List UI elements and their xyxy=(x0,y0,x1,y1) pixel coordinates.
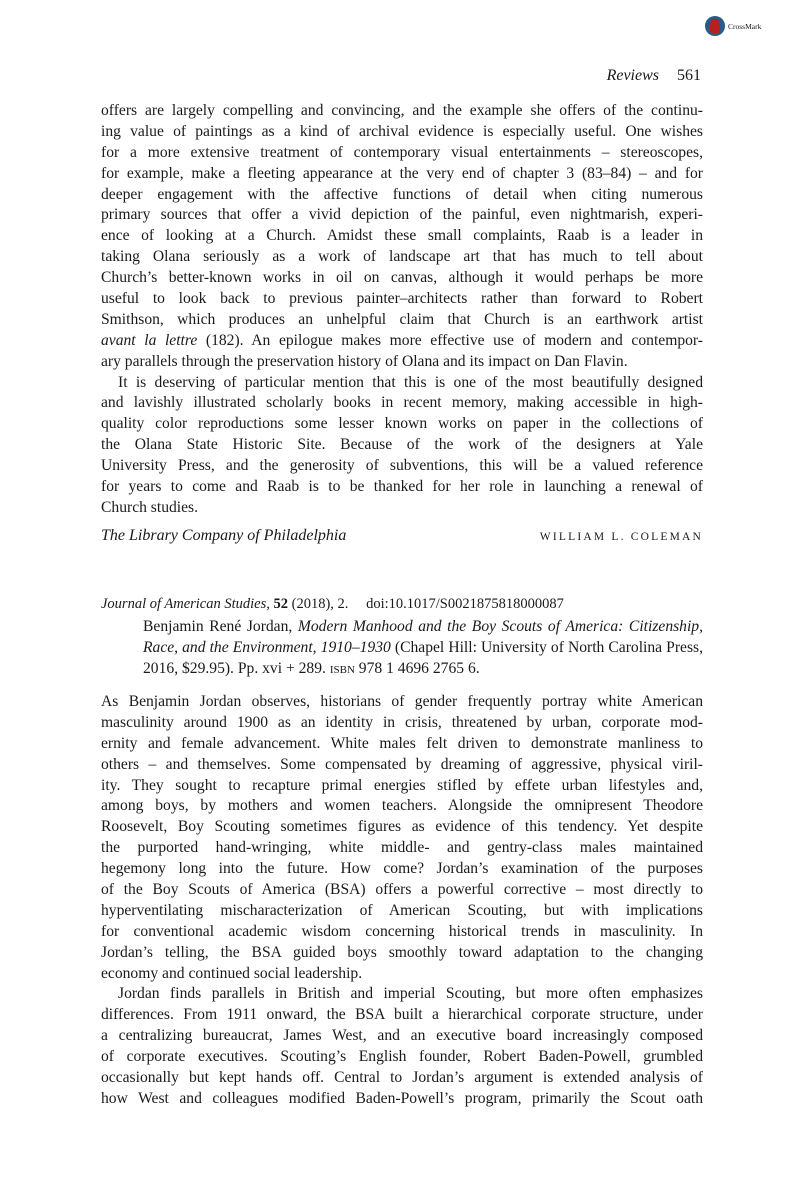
text-segment: Roosevelt, Boy Scouting sometimes figures as evidence of this tendency. Yet despite xyxy=(101,818,703,836)
text-segment: of corporate executives. Scouting’s English founder, Robert Baden-Powell, grumbled xyxy=(101,1048,703,1066)
text-segment: ary parallels through the preservation history of Olana and its impact on Dan Flavin. xyxy=(101,352,628,370)
text-line xyxy=(101,859,703,880)
journal-issue: (2018), 2. xyxy=(291,596,349,612)
text-line xyxy=(101,776,703,797)
text-segment: Smithson, which produces an unhelpful claim that Church is an earthwork artist xyxy=(101,310,703,328)
text-segment: ence of looking at a Church. Amidst these small complaints, Raab is a leader in xyxy=(101,227,703,245)
text-line xyxy=(101,943,703,964)
text-segment: Church studies. xyxy=(101,498,199,516)
book-author: Benjamin René Jordan, xyxy=(143,618,298,635)
text-segment: University Press, and the generosity of subventions, this will be a valued reference xyxy=(101,457,703,475)
text-line xyxy=(101,393,703,414)
text-segment: for example, make a fleeting appearance at the very end of chapter 3 (83–84) – and for xyxy=(101,164,703,182)
text-segment: ernity and female advancement. White males felt driven to demonstrate manliness to xyxy=(101,734,703,752)
italic-text: avant la lettre xyxy=(101,331,198,349)
text-segment: useful to look back to previous painter–architects rather than forward to Robert xyxy=(101,290,703,308)
doi-link[interactable]: doi:10.1017/S0021875818000087 xyxy=(366,596,564,612)
text-line xyxy=(101,373,703,394)
text-segment: economy and continued social leadership. xyxy=(101,964,363,982)
text-line xyxy=(101,435,703,456)
text-line xyxy=(101,1047,703,1068)
text-line xyxy=(101,1089,703,1110)
text-segment: masculinity around 1900 as an identity in crisis, threatened by urban, corporate mod- xyxy=(101,713,703,731)
text-segment: offers are largely compelling and convincing, and the example she offers of the continu- xyxy=(101,102,703,119)
isbn-label: ISBN xyxy=(329,664,355,676)
text-line xyxy=(101,498,703,519)
journal-citation xyxy=(101,596,564,613)
page-number: 561 xyxy=(677,67,701,84)
text-line xyxy=(101,331,703,352)
text-segment: Jordan’s telling, the BSA guided boys smoothly toward adaptation to the changing xyxy=(101,943,703,961)
text-segment: deeper engagement with the affective functions of detail when citing numerous xyxy=(101,185,703,203)
text-segment: for conventional academic wisdom concerning historical trends in masculinity. In xyxy=(101,922,703,940)
text-line xyxy=(101,164,703,185)
running-head xyxy=(607,67,701,85)
text-segment: the Olana State Historic Site. Because of the work of the designers at Yale xyxy=(101,436,703,454)
text-line xyxy=(101,205,703,226)
text-segment: (182). An epilogue makes more effective use of modern and contempor- xyxy=(197,331,703,349)
text-line xyxy=(101,414,703,435)
text-line xyxy=(101,964,703,985)
text-segment: taking Olana seriously as a work of landscape art that has much to tell about xyxy=(101,248,703,266)
text-segment: for a more extensive treatment of contemporary visual entertainments – stereoscopes, xyxy=(101,143,703,161)
text-line xyxy=(101,901,703,922)
book-isbn: 978 1 4696 2765 6. xyxy=(354,660,480,677)
text-line xyxy=(101,185,703,206)
crossmark-icon xyxy=(705,16,725,36)
journal-title: Journal of American Studies, xyxy=(101,596,270,612)
text-line xyxy=(101,477,703,498)
text-segment: how West and colleagues modified Baden-Powell’s program, primarily the Scout oath xyxy=(101,1089,703,1107)
text-line xyxy=(101,352,703,373)
text-line xyxy=(101,143,703,164)
text-segment: differences. From 1911 onward, the BSA built a hierarchical corporate structure, under xyxy=(101,1006,703,1024)
text-segment: hegemony long into the future. How come? Jordan’s examination of the purposes xyxy=(101,860,703,878)
text-line xyxy=(101,692,703,713)
text-line xyxy=(101,734,703,755)
review-1-body xyxy=(101,101,703,519)
text-line xyxy=(101,713,703,734)
text-line xyxy=(101,247,703,268)
crossmark-badge[interactable] xyxy=(705,16,761,36)
text-segment: for years to come and Raab is to be thanked for her role in launching a renewal of xyxy=(101,478,703,496)
text-line xyxy=(101,226,703,247)
text-line xyxy=(101,1005,703,1026)
text-line xyxy=(101,922,703,943)
text-line xyxy=(101,289,703,310)
text-segment: a centralizing bureaucrat, James West, and an executive board increasingly composed xyxy=(101,1027,703,1045)
text-segment: ing value of paintings as a kind of archival evidence is especially useful. One wishes xyxy=(101,122,703,140)
book-publisher: (Chapel Hill: University of North Carolina Press, 2016, $29.95). Pp. xvi + 289. xyxy=(143,639,703,677)
text-segment: others – and themselves. Some compensated by dreaming of aggressive, physical viril- xyxy=(101,755,703,773)
review-1-signature xyxy=(101,527,703,545)
text-segment: the purported hand-wringing, white middle- and gentry-class males maintained xyxy=(101,839,703,857)
text-line xyxy=(101,101,703,122)
text-line xyxy=(101,817,703,838)
text-segment: quality color reproductions some lesser known works on paper in the collections of xyxy=(101,415,703,433)
text-segment: ity. They sought to recapture primal energies stifled by effete urban lifestyles and, xyxy=(101,776,703,794)
crossmark-label: CrossMark xyxy=(728,21,762,31)
text-segment: among boys, by mothers and women teachers. Alongside the omnipresent Theodore xyxy=(101,797,703,815)
book-title: Modern Manhood and the Boy Scouts of America: Citizenship, Race, and the Environment, 1910–1930 xyxy=(143,618,704,656)
text-segment: and lavishly illustrated scholarly books in recent memory, making accessible in high- xyxy=(101,394,703,412)
text-line xyxy=(101,1068,703,1089)
text-segment: As Benjamin Jordan observes, historians of gender frequently portray white American xyxy=(101,693,703,710)
text-segment: of the Boy Scouts of America (BSA) offers a powerful corrective – most directly to xyxy=(101,881,703,899)
text-segment: Church’s better-known works in oil on canvas, although it would perhaps be more xyxy=(101,269,703,287)
text-segment: It is deserving of particular mention that this is one of the most beautifully designed xyxy=(118,373,703,391)
text-line xyxy=(101,1026,703,1047)
text-line xyxy=(101,755,703,776)
text-line xyxy=(101,268,703,289)
text-line xyxy=(101,880,703,901)
text-segment: primary sources that offer a vivid depiction of the painful, even nightmarish, experi- xyxy=(101,206,703,224)
running-head-title: Reviews xyxy=(606,67,659,84)
text-line xyxy=(101,796,703,817)
text-segment: occasionally but kept hands off. Central to Jordan’s argument is extended analysis of xyxy=(101,1069,703,1087)
reviewer-institution: The Library Company of Philadelphia xyxy=(101,527,347,544)
reviewer-name: WILLIAM L. COLEMAN xyxy=(539,531,703,543)
review-2-body xyxy=(101,692,703,1110)
text-segment: Jordan finds parallels in British and imperial Scouting, but more often emphasizes xyxy=(118,985,703,1003)
text-line xyxy=(101,984,703,1005)
journal-volume: 52 xyxy=(273,596,289,612)
text-line xyxy=(101,310,703,331)
text-line xyxy=(101,456,703,477)
book-citation xyxy=(143,616,703,681)
text-segment: hyperventilating mischaracterization of American Scouting, but with implications xyxy=(101,901,703,919)
text-line xyxy=(101,122,703,143)
text-line xyxy=(101,838,703,859)
